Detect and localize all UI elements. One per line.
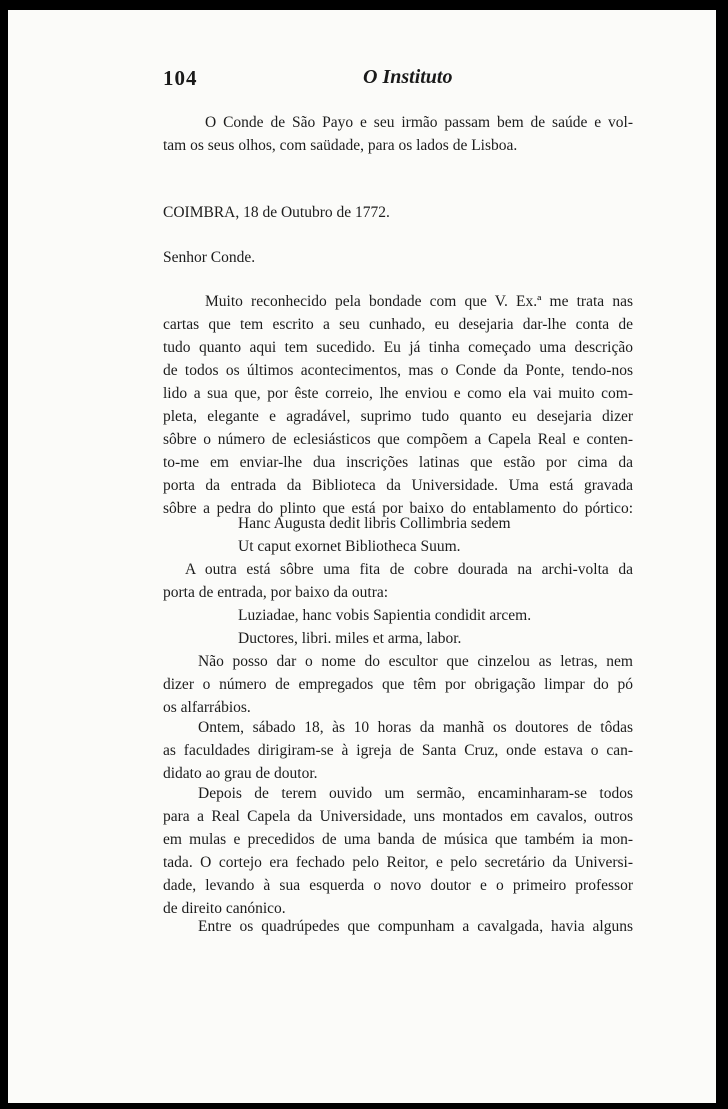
latin-inscription-1 [238, 512, 511, 558]
text-line: em mulas e precedidos de uma banda de música que também ia mon- [163, 831, 633, 848]
paragraph-6 [163, 915, 633, 938]
dateline: COIMBRA, 18 de Outubro de 1772. [163, 204, 390, 221]
text-line: didato ao grau de doutor. [163, 765, 318, 782]
text-line: Muito reconhecido pela bondade com que V. Ex.ª me trata nas [205, 293, 633, 310]
text-line: pleta, elegante e agradável, suprimo tudo quanto eu desejaria dizer [163, 408, 633, 425]
text-line: os alfarrábios. [163, 699, 251, 716]
text-line: Ontem, sábado 18, às 10 horas da manhã os doutores de tôdas [198, 719, 633, 736]
text-line: dade, levando à sua esquerda o novo doutor e o primeiro professor [163, 877, 633, 894]
text-line: tam os seus olhos, com saüdade, para os lados de Lisboa. [163, 137, 518, 154]
book-page [8, 10, 716, 1103]
text-line: Não posso dar o nome do escultor que cinzelou as letras, nem [198, 653, 633, 670]
page-header [163, 66, 463, 96]
text-line: to-me em enviar-lhe dua inscrições latinas que estão por cima da [163, 454, 633, 471]
text-line: A outra está sôbre uma fita de cobre dourada na archi-volta da [185, 561, 633, 578]
latin-inscription-2 [238, 604, 531, 650]
page-number: 104 [163, 66, 198, 90]
running-title: O Instituto [363, 66, 453, 88]
verse-line: Hanc Augusta dedit libris Collimbria sedem [238, 515, 511, 532]
text-line: para a Real Capela da Universidade, uns montados em cavalos, outros [163, 808, 633, 825]
text-line: porta da entrada da Biblioteca da Universidade. Uma está gravada [163, 477, 633, 494]
text-line: tudo quanto aqui tem sucedido. Eu já tinha começado uma descrição [163, 339, 633, 356]
text-line: Entre os quadrúpedes que compunham a cavalgada, havia alguns [198, 918, 633, 935]
text-line: O Conde de São Payo e seu irmão passam bem de saúde e vol- [205, 114, 633, 131]
paragraph-2 [163, 558, 633, 604]
paragraph-4 [163, 716, 633, 785]
text-line: lido a sua que, por êste correio, lhe enviou e como ela vai muito com- [163, 385, 633, 402]
paragraph-3 [163, 650, 633, 719]
text-line: de todos os últimos acontecimentos, mas o Conde da Ponte, tendo-nos [163, 362, 633, 379]
paragraph-1 [163, 290, 633, 520]
text-line: dizer o número de empregados que têm por obrigação limpar do pó [163, 676, 633, 693]
text-line: Depois de terem ouvido um sermão, encaminharam-se todos [198, 785, 633, 802]
text-line: as faculdades dirigiram-se à igreja de Santa Cruz, onde estava o can- [163, 742, 633, 759]
verse-line: Ut caput exornet Bibliotheca Suum. [238, 538, 461, 555]
previous-letter-closing [163, 111, 633, 157]
text-line: tada. O cortejo era fechado pelo Reitor, e pelo secretário da Universi- [163, 854, 633, 871]
text-line: cartas que tem escrito a seu cunhado, eu desejaria dar-lhe conta de [163, 316, 633, 333]
verse-line: Luziadae, hanc vobis Sapientia condidit arcem. [238, 607, 532, 624]
text-line: sôbre a pedra do plinto que está por baixo do entablamento do pórtico: [163, 500, 633, 517]
verse-line: Ductores, libri. miles et arma, labor. [238, 630, 462, 647]
salutation: Senhor Conde. [163, 249, 256, 266]
text-line: sôbre o número de eclesiásticos que compõem a Capela Real e conten- [163, 431, 633, 448]
text-line: porta de entrada, por baixo da outra: [163, 584, 389, 601]
text-line: de direito canónico. [163, 900, 286, 917]
paragraph-5 [163, 782, 633, 920]
